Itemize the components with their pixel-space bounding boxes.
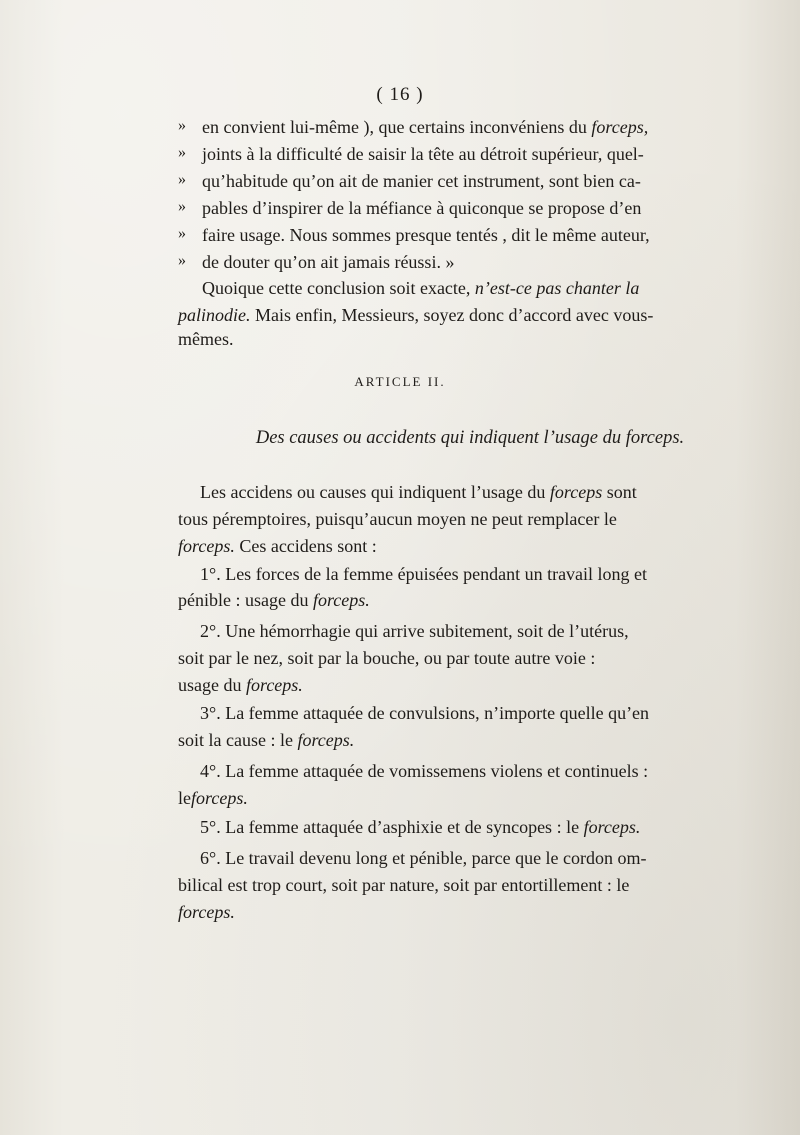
quote-text: pables d’inspirer de la méfiance à quiconque se propose d’en bbox=[202, 198, 642, 218]
list-item: bilical est trop court, soit par nature, soit par entortillement : le bbox=[178, 875, 630, 895]
list-item: forceps. bbox=[178, 902, 235, 922]
list-item: 3°. La femme attaquée de convulsions, n’importe quelle qu’en bbox=[200, 703, 650, 723]
italic-word: forceps, bbox=[591, 117, 649, 137]
list-item: 5°. La femme attaquée d’asphixie et de syncopes : le forceps. bbox=[200, 817, 641, 837]
list-item: 4°. La femme attaquée de vomissemens violens et continuels : bbox=[200, 761, 649, 781]
quote-mark: » bbox=[178, 171, 186, 188]
page-number: ( 16 ) bbox=[376, 84, 424, 105]
article-title: Des causes ou accidents qui indiquent l’usage du forceps. bbox=[255, 428, 685, 448]
quote-mark: » bbox=[178, 198, 186, 215]
list-item: usage du forceps. bbox=[178, 675, 303, 695]
list-item: 6°. Le travail devenu long et pénible, parce que le cordon om- bbox=[200, 848, 647, 868]
paragraph-line: mêmes. bbox=[178, 329, 234, 349]
paragraph-line: Quoique cette conclusion soit exacte, n’est-ce pas chanter la bbox=[202, 278, 640, 298]
list-item: 1°. Les forces de la femme épuisées pendant un travail long et bbox=[200, 564, 648, 584]
list-item: leforceps. bbox=[178, 788, 248, 808]
quote-text: faire usage. Nous sommes presque tentés , dit le même auteur, bbox=[202, 225, 650, 245]
list-item: 2°. Une hémorrhagie qui arrive subitement, soit de l’utérus, bbox=[200, 621, 629, 641]
quote-text: de douter qu’on ait jamais réussi. » bbox=[202, 252, 455, 272]
body-line: Les accidens ou causes qui indiquent l’usage du forceps sont bbox=[200, 482, 637, 502]
quote-text: joints à la difficulté de saisir la tête au détroit supérieur, quel- bbox=[202, 144, 644, 164]
quote-text: en convient lui-même ), que certains inconvéniens du bbox=[202, 117, 587, 137]
quote-mark: » bbox=[178, 225, 186, 242]
quote-mark: » bbox=[178, 252, 186, 269]
quote-mark: » bbox=[178, 117, 186, 134]
list-item: soit par le nez, soit par la bouche, ou par toute autre voie : bbox=[178, 648, 596, 668]
quote-text: qu’habitude qu’on ait de manier cet instrument, sont bien ca- bbox=[202, 171, 641, 191]
article-label: ARTICLE II. bbox=[354, 374, 446, 389]
quote-mark: » bbox=[178, 144, 186, 161]
paragraph-line: palinodie. Mais enfin, Messieurs, soyez donc d’accord avec vous- bbox=[178, 305, 654, 325]
list-item: pénible : usage du forceps. bbox=[178, 590, 370, 610]
body-line: tous péremptoires, puisqu’aucun moyen ne peut remplacer le bbox=[178, 509, 617, 529]
body-line: forceps. Ces accidens sont : bbox=[178, 536, 377, 556]
list-item: soit la cause : le forceps. bbox=[178, 730, 355, 750]
